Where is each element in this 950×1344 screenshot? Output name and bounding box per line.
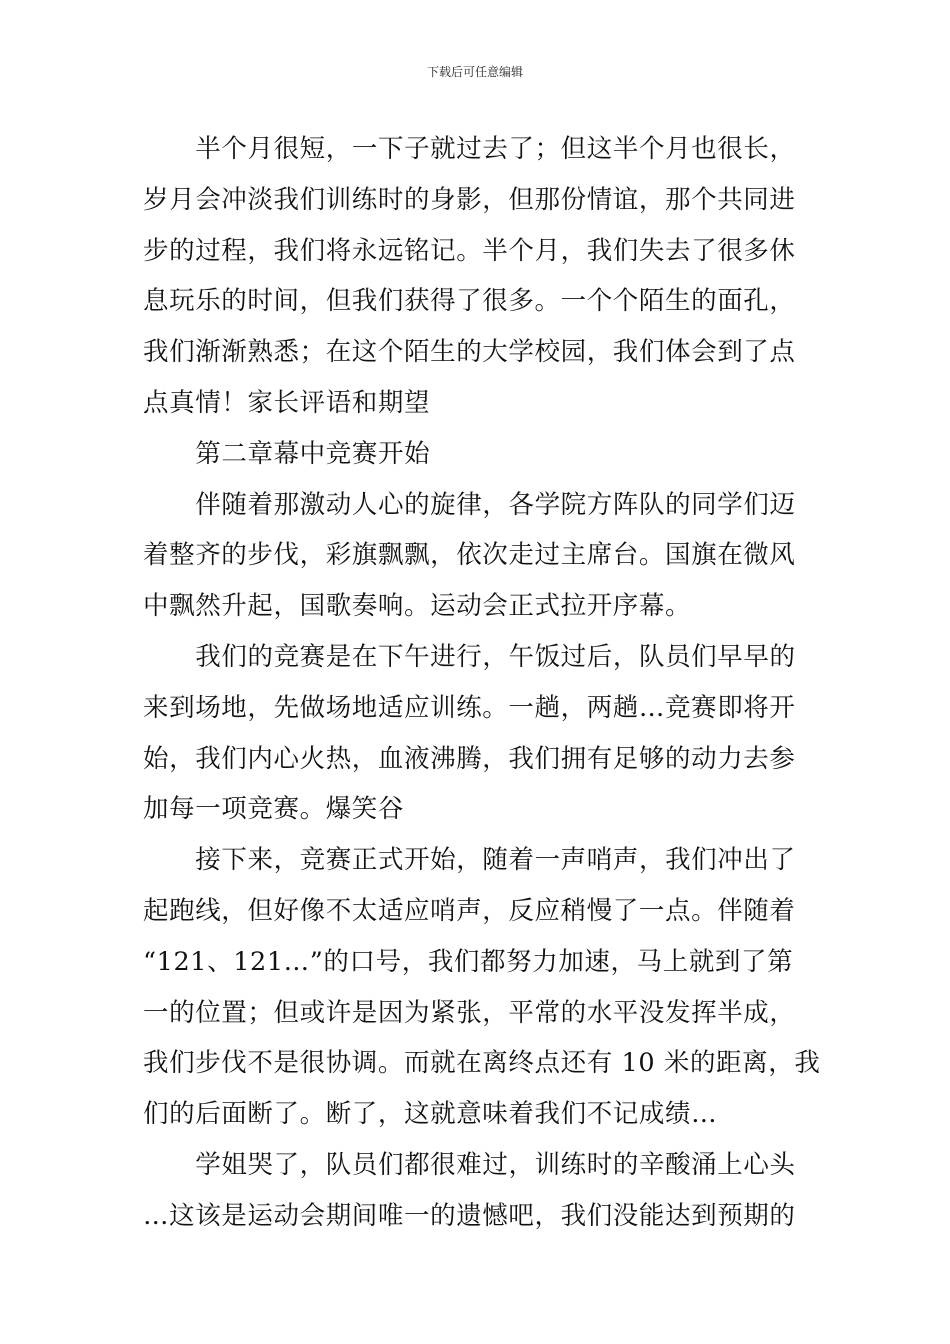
text-line: …这该是运动会期间唯一的遗憾吧，我们没能达到预期的: [143, 1200, 796, 1231]
chapter-heading: 第二章幕中竞赛开始: [195, 438, 431, 469]
text-line: 息玩乐的时间，但我们获得了很多。一个个陌生的面孔，: [143, 286, 796, 317]
paragraph-4: [143, 835, 821, 1140]
text-line: 伴随着那激动人心的旋律，各学院方阵队的同学们迈: [195, 489, 796, 520]
text-line: 来到场地，先做场地适应训练。一趟，两趟…竞赛即将开: [143, 692, 796, 723]
paragraph-5: [143, 1140, 811, 1242]
paragraph-3: [143, 632, 811, 835]
text-line: 半个月很短，一下子就过去了；但这半个月也很长，: [195, 134, 796, 164]
text-line: 接下来，竞赛正式开始，随着一声哨声，我们冲出了: [195, 845, 796, 876]
text-line: 步的过程，我们将永远铭记。半个月，我们失去了很多休: [143, 235, 796, 266]
document-body: [143, 124, 821, 1242]
text-line: 中飘然升起，国歌奏响。运动会正式拉开序幕。: [143, 591, 692, 622]
text-line: 着整齐的步伐，彩旗飘飘，依次走过主席台。国旗在微风: [143, 540, 796, 571]
text-line: 我们渐渐熟悉；在这个陌生的大学校园，我们体会到了点: [143, 337, 796, 368]
text-line: 始，我们内心火热，血液沸腾，我们拥有足够的动力去参: [143, 743, 796, 774]
text-line: 点真情！家长评语和期望: [143, 387, 431, 418]
page-header: 下载后可任意编辑: [426, 65, 523, 79]
text-line: 加每一项竞赛。爆笑谷: [143, 794, 405, 825]
text-line: 我们步伐不是很协调。而就在离终点还有 10 米的距离，我: [143, 1048, 821, 1079]
text-line: 岁月会冲淡我们训练时的身影，但那份情谊，那个共同进: [143, 184, 796, 215]
paragraph-1: [143, 124, 811, 429]
text-line: 们的后面断了。断了，这就意味着我们不记成绩…: [143, 1099, 718, 1130]
text-line: 一的位置；但或许是因为紧张，平常的水平没发挥半成，: [143, 997, 796, 1028]
text-line: 我们的竞赛是在下午进行，午饭过后，队员们早早的: [195, 641, 796, 672]
paragraph-2: [143, 480, 811, 632]
text-line: 起跑线，但好像不太适应哨声，反应稍慢了一点。伴随着: [143, 895, 796, 926]
text-line: “121、121…”的口号，我们都努力加速，马上就到了第: [143, 946, 794, 977]
text-line: 学姐哭了，队员们都很难过，训练时的辛酸涌上心头: [195, 1149, 796, 1180]
